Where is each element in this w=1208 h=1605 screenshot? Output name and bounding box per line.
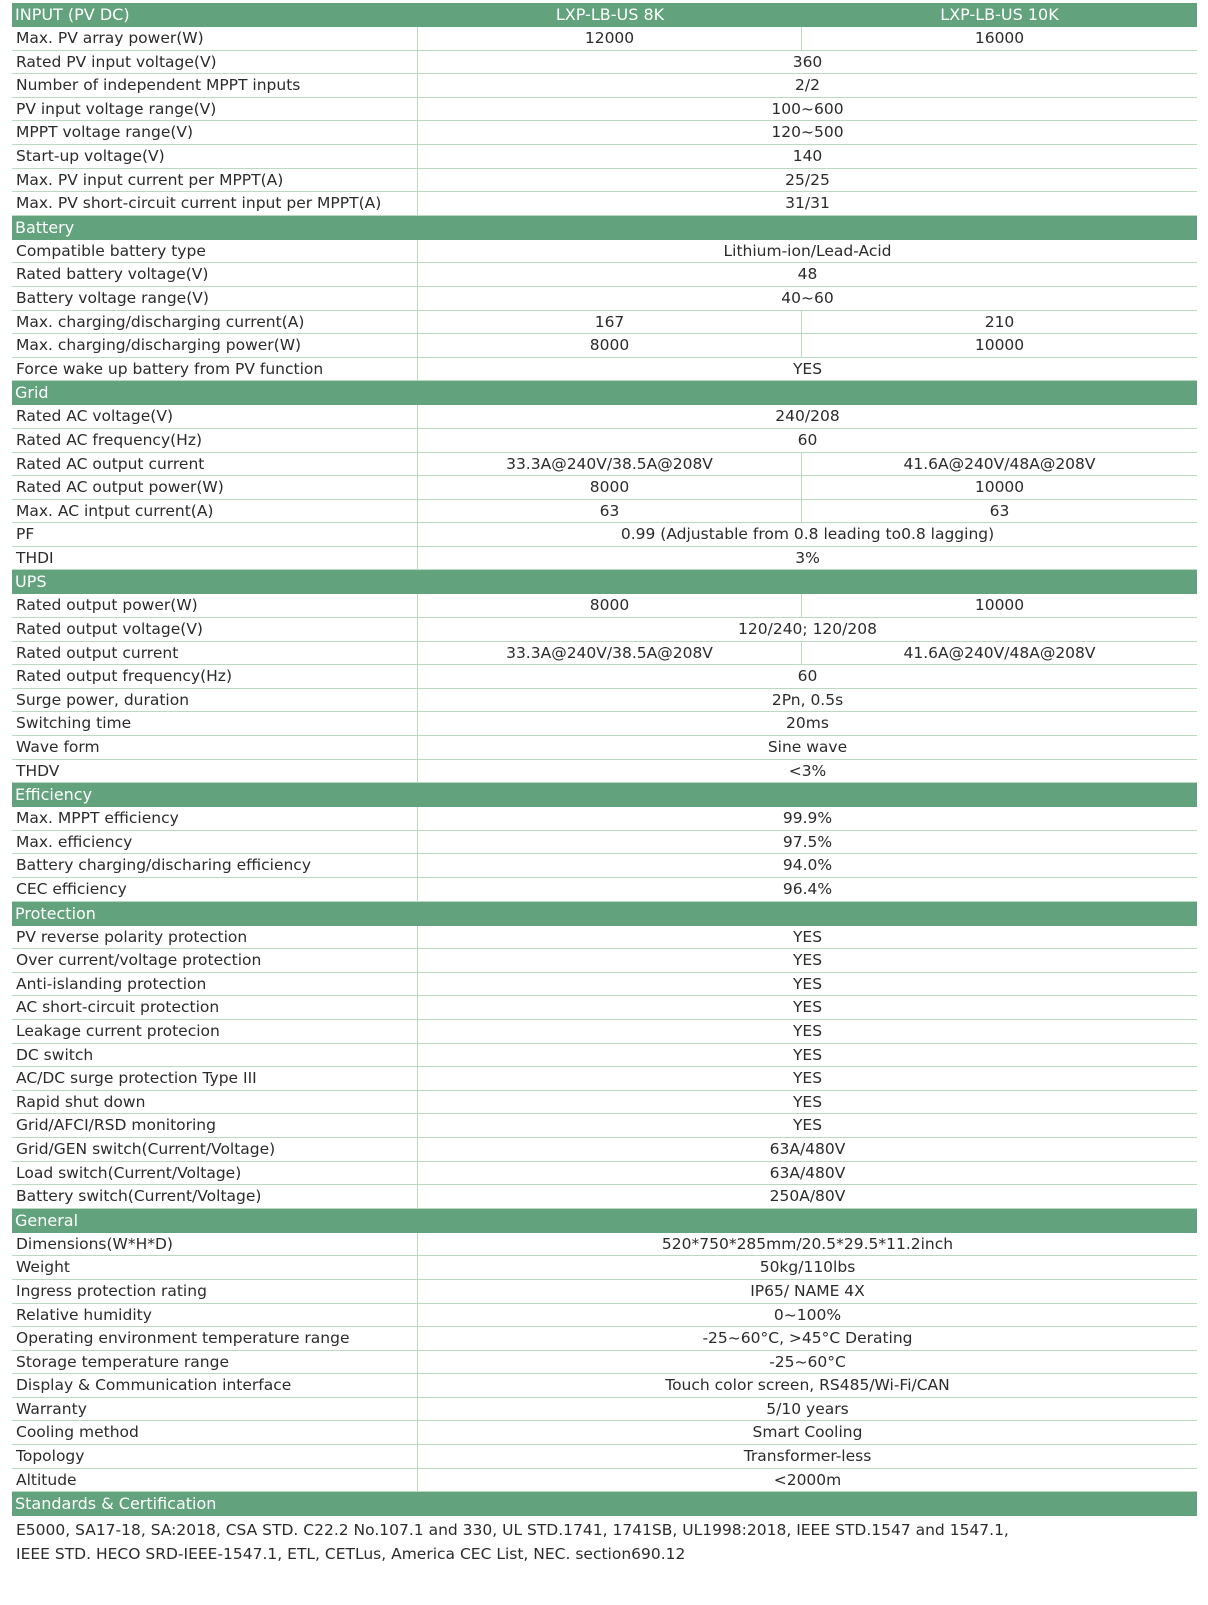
spec-label: Over current/voltage protection — [12, 949, 418, 972]
spec-value-8k: 8000 — [418, 476, 802, 499]
spec-value-10k: 41.6A@240V/48A@208V — [903, 643, 1096, 662]
spec-row — [12, 523, 1197, 547]
spec-label: Compatible battery type — [12, 240, 418, 263]
section-header-grid — [12, 381, 1197, 405]
spec-value-10k: 41.6A@240V/48A@208V — [903, 454, 1096, 473]
spec-label: Start-up voltage(V) — [12, 145, 418, 168]
spec-row — [12, 689, 1197, 713]
spec-row — [12, 240, 1197, 264]
spec-value-8k: 167 — [418, 311, 802, 334]
spec-value: 0~100% — [773, 1305, 842, 1324]
spec-row — [12, 74, 1197, 98]
spec-label: Rated AC output current — [12, 453, 418, 476]
spec-row — [12, 476, 1197, 500]
spec-row — [12, 1445, 1197, 1469]
spec-row — [12, 1233, 1197, 1257]
spec-value-8k: 33.3A@240V/38.5A@208V — [418, 642, 802, 665]
spec-label: Leakage current protecion — [12, 1020, 418, 1043]
spec-row — [12, 712, 1197, 736]
spec-value: <3% — [788, 761, 827, 780]
spec-value: 360 — [792, 52, 823, 71]
spec-value: 20ms — [786, 714, 829, 733]
spec-label: THDV — [12, 760, 418, 783]
spec-row — [12, 1044, 1197, 1068]
spec-label: AC short-circuit protection — [12, 996, 418, 1019]
spec-row — [12, 1304, 1197, 1328]
spec-row — [12, 1351, 1197, 1375]
spec-value-8k: 8000 — [418, 334, 802, 357]
standards-line: E5000, SA17-18, SA:2018, CSA STD. C22.2 No.107.1 and 330, UL STD.1741, 1741SB, UL1998:2018, IEEE STD.1547 and 1547.1, — [16, 1521, 1009, 1540]
spec-row — [12, 429, 1197, 453]
spec-value: 120~500 — [771, 123, 844, 142]
section-header-battery — [12, 216, 1197, 240]
spec-label: Rated output power(W) — [12, 594, 418, 617]
spec-value-10k: 210 — [984, 312, 1015, 331]
spec-label: Topology — [12, 1445, 418, 1468]
spec-label: CEC efficiency — [12, 878, 418, 901]
spec-row — [12, 760, 1197, 784]
spec-row — [12, 1398, 1197, 1422]
spec-value: 48 — [797, 265, 818, 284]
model-column-header: LXP-LB-US 8K — [555, 5, 665, 24]
spec-value: YES — [792, 1021, 823, 1040]
spec-value-10k: 10000 — [974, 478, 1025, 497]
spec-row — [12, 1421, 1197, 1445]
spec-value: YES — [792, 1069, 823, 1088]
spec-value: 60 — [797, 667, 818, 686]
spec-row — [12, 169, 1197, 193]
spec-row — [12, 287, 1197, 311]
spec-label: Relative humidity — [12, 1304, 418, 1327]
model-column-header: LXP-LB-US 10K — [940, 5, 1059, 24]
spec-value: 63A/480V — [769, 1139, 846, 1158]
spec-row — [12, 831, 1197, 855]
spec-row — [12, 145, 1197, 169]
section-title: Battery — [15, 217, 75, 237]
spec-label: PF — [12, 523, 418, 546]
spec-value-10k: 10000 — [974, 336, 1025, 355]
spec-value: Transformer-less — [743, 1447, 872, 1466]
spec-label: PV reverse polarity protection — [12, 926, 418, 949]
spec-value: Smart Cooling — [752, 1423, 863, 1442]
spec-label: Grid/AFCI/RSD monitoring — [12, 1114, 418, 1137]
spec-value: 250A/80V — [769, 1187, 846, 1206]
spec-label: MPPT voltage range(V) — [12, 121, 418, 144]
spec-row — [12, 500, 1197, 524]
section-title: INPUT (PV DC) — [15, 5, 130, 24]
section-header-standards-certification — [12, 1492, 1197, 1516]
section-header-input-pv-dc — [12, 3, 1197, 27]
spec-value: YES — [792, 951, 823, 970]
spec-label: Cooling method — [12, 1421, 418, 1444]
spec-value: YES — [792, 998, 823, 1017]
spec-label: Surge power, duration — [12, 689, 418, 712]
spec-label: Load switch(Current/Voltage) — [12, 1162, 418, 1185]
spec-label: Rated output voltage(V) — [12, 618, 418, 641]
spec-value-8k: 12000 — [418, 27, 802, 50]
spec-label: Max. PV array power(W) — [12, 27, 418, 50]
spec-value: 520*750*285mm/20.5*29.5*11.2inch — [661, 1234, 954, 1253]
spec-value: YES — [792, 1092, 823, 1111]
spec-row — [12, 878, 1197, 902]
spec-label: Battery charging/discharing efficiency — [12, 854, 418, 877]
spec-label: Weight — [12, 1256, 418, 1279]
spec-row — [12, 98, 1197, 122]
spec-value: 96.4% — [782, 880, 833, 898]
spec-label: Max. efficiency — [12, 831, 418, 854]
spec-value: 31/31 — [785, 194, 830, 213]
spec-row — [12, 1114, 1197, 1138]
spec-value: 60 — [797, 430, 818, 449]
spec-label: Battery voltage range(V) — [12, 287, 418, 310]
spec-value: 50kg/110lbs — [759, 1258, 856, 1277]
spec-label: Force wake up battery from PV function — [12, 358, 418, 381]
spec-row — [12, 807, 1197, 831]
section-title: General — [15, 1210, 79, 1230]
spec-row — [12, 973, 1197, 997]
spec-row — [12, 1256, 1197, 1280]
spec-label: THDI — [12, 547, 418, 570]
spec-value: 0.99 (Adjustable from 0.8 leading to0.8 lagging) — [620, 525, 995, 544]
spec-label: Rated output current — [12, 642, 418, 665]
section-header-general — [12, 1209, 1197, 1233]
spec-row — [12, 1162, 1197, 1186]
spec-label: Switching time — [12, 712, 418, 735]
spec-value: -25~60°C — [769, 1352, 846, 1371]
spec-value: 99.9% — [782, 809, 833, 828]
spec-value: 240/208 — [775, 407, 840, 426]
standards-line: IEEE STD. HECO SRD-IEEE-1547.1, ETL, CETLus, America CEC List, NEC. section690.12 — [16, 1544, 686, 1563]
spec-row — [12, 1067, 1197, 1091]
spec-value: 100~600 — [771, 99, 844, 118]
spec-label: Max. PV short-circuit current input per MPPT(A) — [12, 192, 418, 215]
spec-label: Rated AC frequency(Hz) — [12, 429, 418, 452]
spec-label: Wave form — [12, 736, 418, 759]
spec-label: Rated output frequency(Hz) — [12, 665, 418, 688]
spec-label: Rapid shut down — [12, 1091, 418, 1114]
standards-text-block — [12, 1516, 1197, 1566]
spec-label: Dimensions(W*H*D) — [12, 1233, 418, 1256]
spec-value: 140 — [792, 146, 823, 165]
section-title: Grid — [15, 383, 49, 403]
spec-label: Rated PV input voltage(V) — [12, 51, 418, 74]
spec-label: Grid/GEN switch(Current/Voltage) — [12, 1138, 418, 1161]
spec-value: 63A/480V — [769, 1163, 846, 1182]
spec-value: YES — [792, 359, 823, 378]
spec-value-10k: 63 — [989, 501, 1010, 520]
section-header-ups — [12, 570, 1197, 594]
spec-value: 5/10 years — [766, 1399, 849, 1418]
spec-row — [12, 405, 1197, 429]
spec-row — [12, 1469, 1197, 1493]
spec-label: Max. MPPT efficiency — [12, 807, 418, 830]
spec-row — [12, 51, 1197, 75]
spec-value-8k: 33.3A@240V/38.5A@208V — [418, 453, 802, 476]
spec-row — [12, 121, 1197, 145]
spec-label: Max. PV input current per MPPT(A) — [12, 169, 418, 192]
spec-row — [12, 618, 1197, 642]
spec-value: YES — [792, 1045, 823, 1064]
spec-label: AC/DC surge protection Type III — [12, 1067, 418, 1090]
spec-value: YES — [792, 927, 823, 946]
spec-table — [12, 3, 1197, 1566]
spec-value: 120/240; 120/208 — [738, 620, 877, 639]
spec-value-8k: 8000 — [418, 594, 802, 617]
spec-row — [12, 311, 1197, 335]
spec-value: 97.5% — [782, 832, 833, 851]
spec-label: Number of independent MPPT inputs — [12, 74, 418, 97]
spec-value: 3% — [795, 548, 820, 567]
spec-label: Operating environment temperature range — [12, 1327, 418, 1350]
spec-value: 94.0% — [782, 856, 833, 875]
spec-value: Lithium-ion/Lead-Acid — [723, 241, 892, 260]
section-title: Protection — [15, 903, 96, 923]
spec-row — [12, 1185, 1197, 1209]
spec-label: Anti-islanding protection — [12, 973, 418, 996]
spec-value: IP65/ NAME 4X — [750, 1281, 865, 1300]
section-title: UPS — [15, 572, 47, 592]
spec-row — [12, 594, 1197, 618]
spec-label: Battery switch(Current/Voltage) — [12, 1185, 418, 1208]
section-header-efficiency — [12, 783, 1197, 807]
spec-row — [12, 1327, 1197, 1351]
spec-label: DC switch — [12, 1044, 418, 1067]
spec-label: Rated battery voltage(V) — [12, 263, 418, 286]
spec-row — [12, 1091, 1197, 1115]
spec-value-10k: 10000 — [974, 596, 1025, 615]
spec-row — [12, 665, 1197, 689]
spec-label: Max. charging/discharging power(W) — [12, 334, 418, 357]
spec-value: 2/2 — [795, 76, 820, 95]
spec-row — [12, 854, 1197, 878]
spec-label: Max. AC intput current(A) — [12, 500, 418, 523]
spec-value: -25~60°C, >45°C Derating — [702, 1329, 913, 1348]
spec-row — [12, 192, 1197, 216]
spec-value: 2Pn, 0.5s — [771, 690, 844, 709]
spec-row — [12, 27, 1197, 51]
spec-label: Warranty — [12, 1398, 418, 1421]
spec-row — [12, 263, 1197, 287]
section-header-protection — [12, 902, 1197, 926]
spec-label: PV input voltage range(V) — [12, 98, 418, 121]
spec-row — [12, 736, 1197, 760]
spec-label: Max. charging/discharging current(A) — [12, 311, 418, 334]
section-title: Efficiency — [15, 785, 93, 805]
spec-row — [12, 996, 1197, 1020]
spec-row — [12, 949, 1197, 973]
spec-value: 40~60 — [781, 288, 834, 307]
spec-label: Altitude — [12, 1469, 418, 1492]
spec-row — [12, 1374, 1197, 1398]
spec-row — [12, 642, 1197, 666]
spec-label: Rated AC output power(W) — [12, 476, 418, 499]
spec-label: Ingress protection rating — [12, 1280, 418, 1303]
spec-value: Touch color screen, RS485/Wi-Fi/CAN — [665, 1376, 950, 1395]
spec-row — [12, 358, 1197, 382]
spec-row — [12, 453, 1197, 477]
section-title: Standards & Certification — [15, 1494, 217, 1514]
spec-label: Display & Communication interface — [12, 1374, 418, 1397]
spec-value: 25/25 — [785, 170, 830, 189]
spec-row — [12, 334, 1197, 358]
spec-row — [12, 1138, 1197, 1162]
spec-label: Rated AC voltage(V) — [12, 405, 418, 428]
spec-row — [12, 547, 1197, 571]
spec-label: Storage temperature range — [12, 1351, 418, 1374]
spec-row — [12, 1020, 1197, 1044]
spec-row — [12, 926, 1197, 950]
spec-value: YES — [792, 974, 823, 993]
spec-value: Sine wave — [767, 738, 848, 757]
spec-value-10k: 16000 — [974, 29, 1025, 47]
spec-value: YES — [792, 1116, 823, 1135]
spec-row — [12, 1280, 1197, 1304]
spec-value-8k: 63 — [418, 500, 802, 523]
spec-value: <2000m — [773, 1470, 842, 1489]
